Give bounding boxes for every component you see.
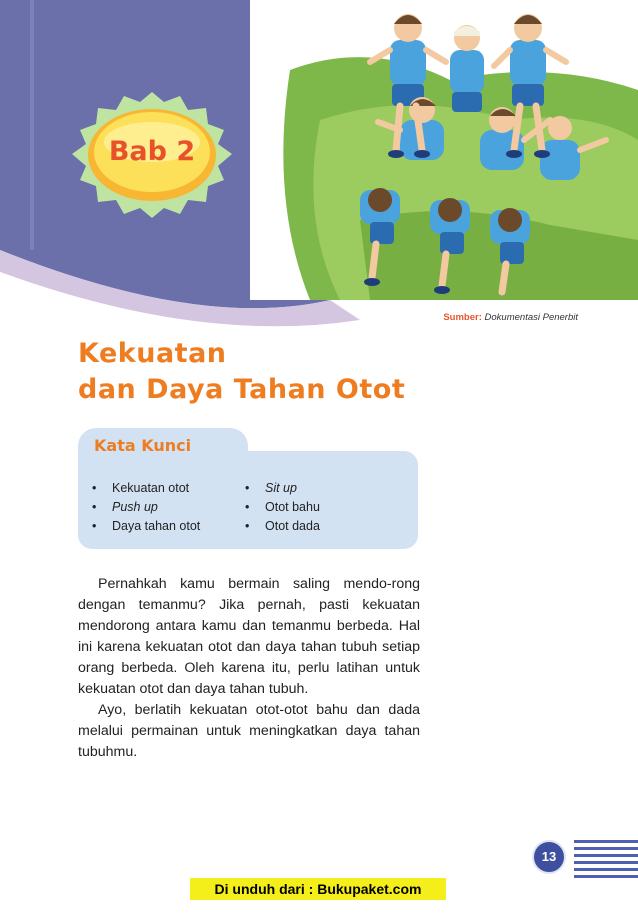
- keyword-item: [90, 517, 200, 536]
- keyword-text: Otot dada: [265, 519, 320, 533]
- keyword-item: [243, 479, 320, 498]
- children-exercise-illustration: [250, 0, 638, 300]
- keyword-list-right: [243, 479, 320, 536]
- keyword-item: [90, 479, 200, 498]
- image-source: [400, 312, 578, 323]
- keyword-item: [90, 498, 200, 517]
- chapter-title: [78, 336, 405, 408]
- image-source-label: Sumber:: [443, 312, 482, 323]
- chapter-title-line2: dan Daya Tahan Otot: [78, 374, 406, 405]
- page-number-stripes: [574, 838, 638, 878]
- chapter-title-line1: Kekuatan: [78, 338, 227, 369]
- chapter-badge-label: Bab 2: [108, 136, 196, 167]
- chapter-badge: [68, 90, 236, 220]
- keyword-item: [243, 517, 320, 536]
- keyword-box-title: Kata Kunci: [94, 436, 192, 455]
- keyword-text: Kekuatan otot: [112, 481, 190, 495]
- keyword-text: Push up: [112, 500, 158, 514]
- download-source-banner: Di unduh dari : Bukupaket.com: [190, 878, 446, 900]
- page-number: 13: [532, 840, 566, 874]
- body-paragraph-2: Ayo, berlatih kekuatan otot-otot bahu dan dada melalui permainan untuk meningkatkan daya tahan tubuhmu.: [78, 702, 420, 760]
- keyword-item: [243, 498, 320, 517]
- keyword-text: Otot bahu: [265, 500, 320, 514]
- body-paragraph-1: Pernahkah kamu bermain saling mendo-rong dengan temanmu? Jika pernah, pasti kekuatan mendorong antara kamu dan temanmu berbeda. Hal ini karena kekuatan otot dan daya tahan tubuh setiap orang berbeda. Oleh karena itu, perlu latihan untuk kekuatan otot dan daya tahan tubuh.: [78, 576, 420, 697]
- keyword-list-left: [90, 479, 200, 536]
- keyword-text: Sit up: [265, 481, 297, 495]
- image-source-text: Dokumentasi Penerbit: [484, 312, 578, 323]
- keyword-text: Daya tahan otot: [112, 519, 201, 533]
- body-text: [78, 574, 420, 763]
